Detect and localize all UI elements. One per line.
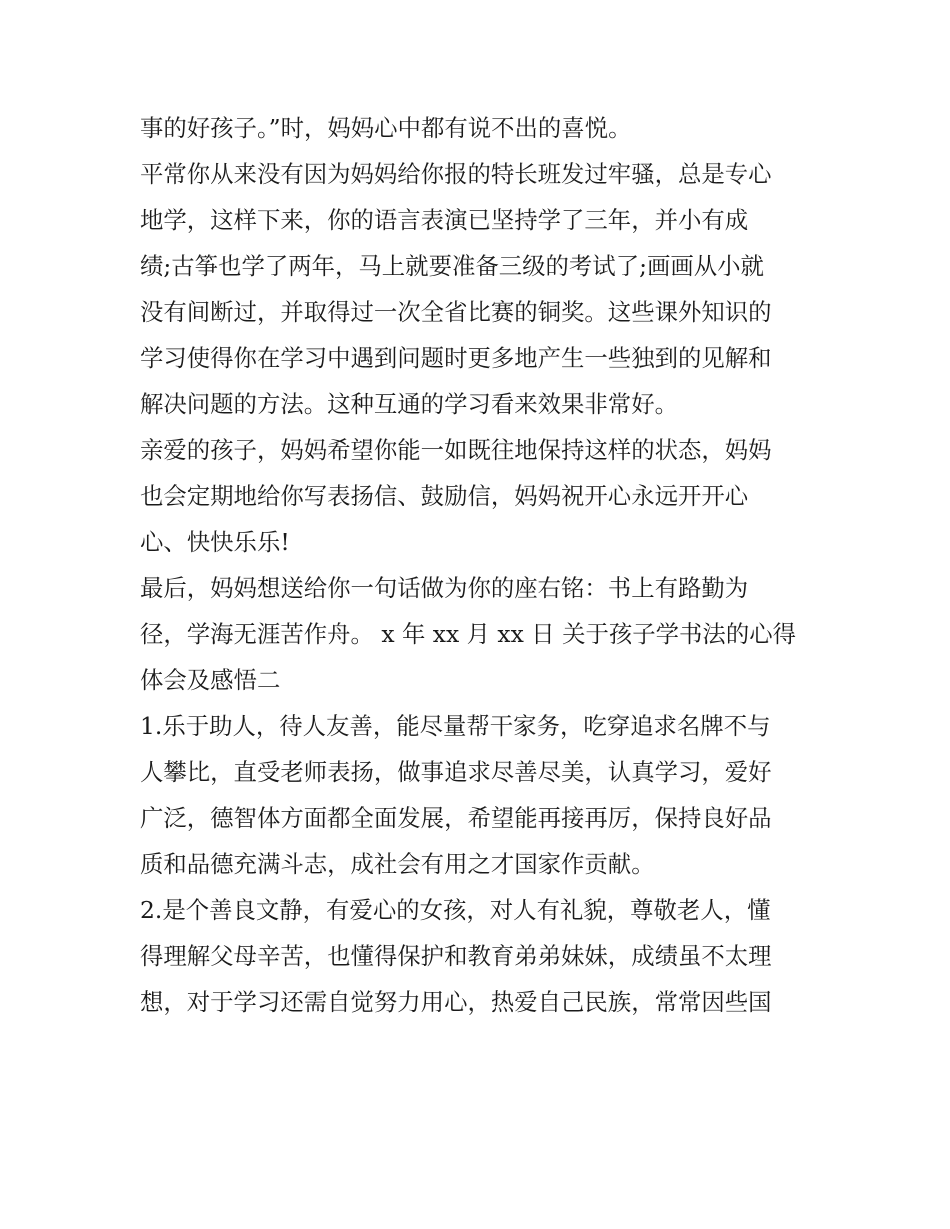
text-line: 也会定期地给你写表扬信、鼓励信，妈妈祝开心永远开开心 — [140, 482, 749, 510]
text-line: 解决问题的方法。这种互通的学习看来效果非常好。 — [140, 390, 678, 418]
text-line: 质和品德充满斗志，成社会有用之才国家作贡献。 — [140, 850, 655, 878]
text-line: 人攀比，直受老师表扬，做事追求尽善尽美，认真学习，爱好 — [140, 758, 772, 786]
text-line: 绩;古筝也学了两年，马上就要准备三级的考试了;画画从小就 — [140, 252, 764, 280]
text-line: 平常你从来没有因为妈妈给你报的特长班发过牢骚，总是专心 — [140, 160, 772, 188]
text-line: 学习使得你在学习中遇到问题时更多地产生一些独到的见解和 — [140, 344, 772, 372]
text-line: 地学，这样下来，你的语言表演已坚持学了三年，并小有成 — [140, 206, 749, 234]
text-line: 广泛，德智体方面都全面发展，希望能再接再厉，保持良好品 — [140, 804, 772, 832]
document-body — [140, 105, 820, 1025]
text-line: 没有间断过，并取得过一次全省比赛的铜奖。这些课外知识的 — [140, 298, 772, 326]
text-line: 最后，妈妈想送给你一句话做为你的座右铭：书上有路勤为 — [140, 574, 749, 602]
text-line: 1.乐于助人，待人友善，能尽量帮干家务，吃穿追求名牌不与 — [140, 712, 771, 740]
text-line: 想，对于学习还需自觉努力用心，热爱自己民族，常常因些国 — [140, 988, 772, 1016]
text-line: 径，学海无涯苦作舟。 x 年 xx 月 xx 日 关于孩子学书法的心得 — [140, 620, 796, 648]
text-line: 2.是个善良文静，有爱心的女孩，对人有礼貌，尊敬老人，懂 — [140, 896, 771, 924]
text-line: 得理解父母辛苦，也懂得保护和教育弟弟妹妹，成绩虽不太理 — [140, 942, 772, 970]
text-line: 心、快快乐乐! — [140, 528, 290, 556]
text-line: 亲爱的孩子，妈妈希望你能一如既往地保持这样的状态，妈妈 — [140, 436, 772, 464]
text-line: 事的好孩子。”时，妈妈心中都有说不出的喜悦。 — [140, 114, 632, 142]
text-line: 体会及感悟二 — [140, 666, 281, 694]
